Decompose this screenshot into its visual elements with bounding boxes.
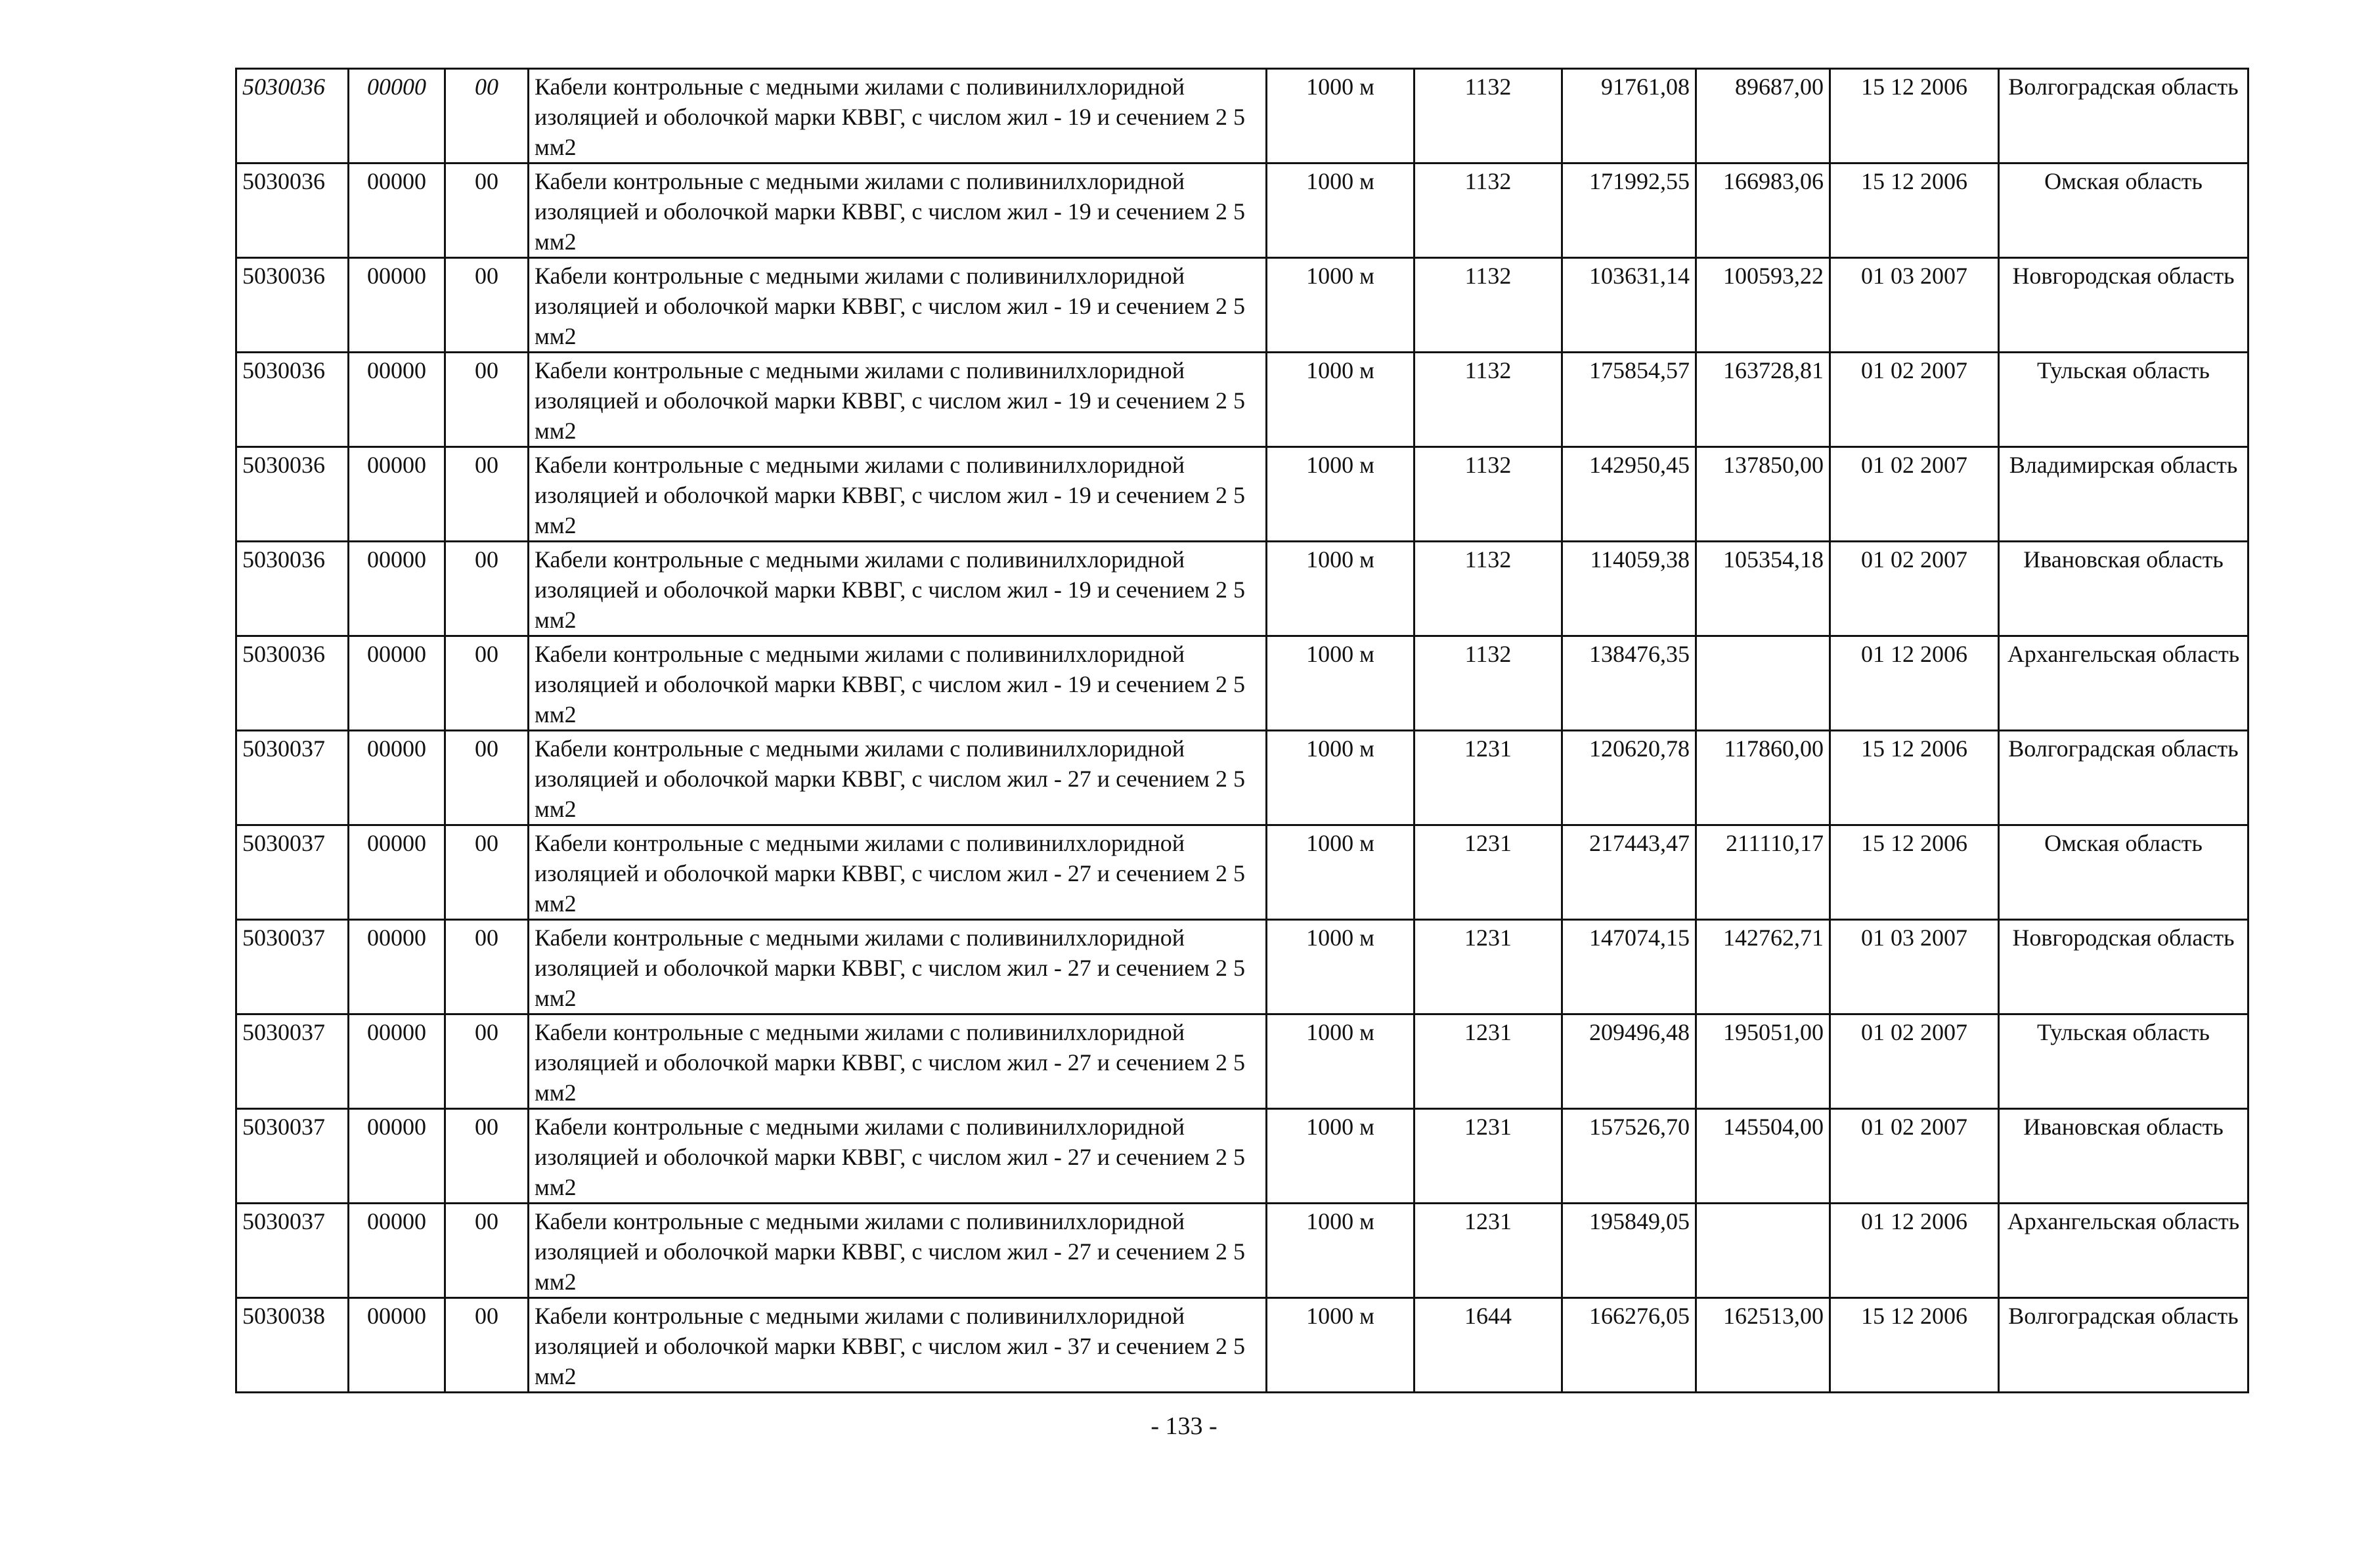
date-cell: 01 12 2006 [1830,1204,1999,1298]
region-cell: Волгоградская область [1999,1298,2248,1393]
price-alt-cell: 89687,00 [1696,69,1830,163]
product-code-cell: 5030036 [236,353,349,447]
region-cell: Архангельская область [1999,636,2248,731]
unit-code-cell: 1644 [1414,1298,1562,1393]
unit-code-cell: 1132 [1414,353,1562,447]
price-alt-cell: 145504,00 [1696,1109,1830,1204]
table-row [236,163,2248,258]
subcode-cell: 00000 [349,258,445,353]
table-row [236,1204,2248,1298]
description-cell: Кабели контрольные с медными жилами с поливинилхлоридной изоляцией и оболочкой марки КВВГ, с числом жил - 19 и сечением 2 5 мм2 [529,69,1267,163]
price-cell: 147074,15 [1562,920,1696,1014]
subcode-cell: 00000 [349,1204,445,1298]
region-cell: Владимирская область [1999,447,2248,542]
subcode-cell: 00000 [349,920,445,1014]
unit-cell: 1000 м [1267,69,1414,163]
unit-cell: 1000 м [1267,1298,1414,1393]
date-cell: 01 02 2007 [1830,1014,1999,1109]
date-cell: 01 02 2007 [1830,353,1999,447]
product-code-cell: 5030036 [236,258,349,353]
region-cell: Тульская область [1999,353,2248,447]
product-code-cell: 5030036 [236,447,349,542]
index-cell: 00 [445,447,529,542]
unit-cell: 1000 м [1267,920,1414,1014]
subcode-cell: 00000 [349,731,445,825]
unit-code-cell: 1132 [1414,636,1562,731]
unit-cell: 1000 м [1267,258,1414,353]
price-cell: 103631,14 [1562,258,1696,353]
index-cell: 00 [445,542,529,636]
price-cell: 114059,38 [1562,542,1696,636]
date-cell: 01 03 2007 [1830,258,1999,353]
date-cell: 15 12 2006 [1830,69,1999,163]
index-cell: 00 [445,1014,529,1109]
unit-cell: 1000 м [1267,731,1414,825]
unit-cell: 1000 м [1267,353,1414,447]
price-alt-cell: 166983,06 [1696,163,1830,258]
date-cell: 01 12 2006 [1830,636,1999,731]
region-cell: Новгородская область [1999,258,2248,353]
region-cell: Архангельская область [1999,1204,2248,1298]
price-alt-cell: 195051,00 [1696,1014,1830,1109]
subcode-cell: 00000 [349,1109,445,1204]
price-alt-cell: 162513,00 [1696,1298,1830,1393]
subcode-cell: 00000 [349,1298,445,1393]
region-cell: Волгоградская область [1999,731,2248,825]
product-code-cell: 5030036 [236,636,349,731]
price-cell: 175854,57 [1562,353,1696,447]
index-cell: 00 [445,1109,529,1204]
price-cell: 217443,47 [1562,825,1696,920]
subcode-cell: 00000 [349,163,445,258]
unit-cell: 1000 м [1267,163,1414,258]
price-alt-cell: 142762,71 [1696,920,1830,1014]
description-cell: Кабели контрольные с медными жилами с поливинилхлоридной изоляцией и оболочкой марки КВВГ, с числом жил - 19 и сечением 2 5 мм2 [529,447,1267,542]
unit-code-cell: 1132 [1414,258,1562,353]
product-code-cell: 5030037 [236,1204,349,1298]
unit-code-cell: 1231 [1414,920,1562,1014]
price-cell: 171992,55 [1562,163,1696,258]
region-cell: Ивановская область [1999,1109,2248,1204]
price-alt-cell [1696,636,1830,731]
subcode-cell: 00000 [349,447,445,542]
table-row [236,353,2248,447]
price-cell: 91761,08 [1562,69,1696,163]
product-code-cell: 5030036 [236,163,349,258]
region-cell: Новгородская область [1999,920,2248,1014]
unit-code-cell: 1231 [1414,731,1562,825]
product-code-cell: 5030037 [236,1109,349,1204]
region-cell: Тульская область [1999,1014,2248,1109]
unit-cell: 1000 м [1267,636,1414,731]
price-cell: 142950,45 [1562,447,1696,542]
table-row [236,1298,2248,1393]
product-code-cell: 5030037 [236,1014,349,1109]
product-code-cell: 5030038 [236,1298,349,1393]
unit-code-cell: 1231 [1414,1204,1562,1298]
index-cell: 00 [445,163,529,258]
index-cell: 00 [445,69,529,163]
price-alt-cell: 211110,17 [1696,825,1830,920]
description-cell: Кабели контрольные с медными жилами с поливинилхлоридной изоляцией и оболочкой марки КВВГ, с числом жил - 27 и сечением 2 5 мм2 [529,1109,1267,1204]
table-row [236,258,2248,353]
product-code-cell: 5030036 [236,69,349,163]
table-row [236,447,2248,542]
subcode-cell: 00000 [349,542,445,636]
unit-code-cell: 1132 [1414,542,1562,636]
description-cell: Кабели контрольные с медными жилами с поливинилхлоридной изоляцией и оболочкой марки КВВГ, с числом жил - 27 и сечением 2 5 мм2 [529,1014,1267,1109]
price-alt-cell: 163728,81 [1696,353,1830,447]
unit-code-cell: 1231 [1414,1014,1562,1109]
unit-cell: 1000 м [1267,542,1414,636]
description-cell: Кабели контрольные с медными жилами с поливинилхлоридной изоляцией и оболочкой марки КВВГ, с числом жил - 27 и сечением 2 5 мм2 [529,1204,1267,1298]
unit-cell: 1000 м [1267,447,1414,542]
unit-code-cell: 1231 [1414,1109,1562,1204]
price-cell: 157526,70 [1562,1109,1696,1204]
table-row [236,69,2248,163]
subcode-cell: 00000 [349,353,445,447]
description-cell: Кабели контрольные с медными жилами с поливинилхлоридной изоляцией и оболочкой марки КВВГ, с числом жил - 19 и сечением 2 5 мм2 [529,163,1267,258]
table-row [236,920,2248,1014]
price-table [235,68,2249,1393]
price-alt-cell: 100593,22 [1696,258,1830,353]
table-row [236,636,2248,731]
region-cell: Волгоградская область [1999,69,2248,163]
index-cell: 00 [445,1298,529,1393]
unit-cell: 1000 м [1267,825,1414,920]
product-code-cell: 5030037 [236,825,349,920]
date-cell: 15 12 2006 [1830,1298,1999,1393]
unit-code-cell: 1132 [1414,447,1562,542]
price-cell: 166276,05 [1562,1298,1696,1393]
subcode-cell: 00000 [349,636,445,731]
product-code-cell: 5030037 [236,731,349,825]
price-cell: 195849,05 [1562,1204,1696,1298]
unit-cell: 1000 м [1267,1109,1414,1204]
product-code-cell: 5030036 [236,542,349,636]
product-code-cell: 5030037 [236,920,349,1014]
price-cell: 138476,35 [1562,636,1696,731]
region-cell: Омская область [1999,825,2248,920]
index-cell: 00 [445,731,529,825]
description-cell: Кабели контрольные с медными жилами с поливинилхлоридной изоляцией и оболочкой марки КВВГ, с числом жил - 19 и сечением 2 5 мм2 [529,258,1267,353]
index-cell: 00 [445,1204,529,1298]
price-alt-cell: 137850,00 [1696,447,1830,542]
description-cell: Кабели контрольные с медными жилами с поливинилхлоридной изоляцией и оболочкой марки КВВГ, с числом жил - 19 и сечением 2 5 мм2 [529,353,1267,447]
subcode-cell: 00000 [349,1014,445,1109]
price-cell: 120620,78 [1562,731,1696,825]
unit-cell: 1000 м [1267,1204,1414,1298]
subcode-cell: 00000 [349,69,445,163]
unit-code-cell: 1231 [1414,825,1562,920]
price-alt-cell: 117860,00 [1696,731,1830,825]
date-cell: 01 03 2007 [1830,920,1999,1014]
price-alt-cell: 105354,18 [1696,542,1830,636]
table-row [236,731,2248,825]
description-cell: Кабели контрольные с медными жилами с поливинилхлоридной изоляцией и оболочкой марки КВВГ, с числом жил - 37 и сечением 2 5 мм2 [529,1298,1267,1393]
index-cell: 00 [445,353,529,447]
index-cell: 00 [445,636,529,731]
index-cell: 00 [445,825,529,920]
date-cell: 15 12 2006 [1830,731,1999,825]
subcode-cell: 00000 [349,825,445,920]
price-cell: 209496,48 [1562,1014,1696,1109]
region-cell: Ивановская область [1999,542,2248,636]
description-cell: Кабели контрольные с медными жилами с поливинилхлоридной изоляцией и оболочкой марки КВВГ, с числом жил - 19 и сечением 2 5 мм2 [529,542,1267,636]
table-row [236,542,2248,636]
date-cell: 01 02 2007 [1830,447,1999,542]
date-cell: 01 02 2007 [1830,542,1999,636]
description-cell: Кабели контрольные с медными жилами с поливинилхлоридной изоляцией и оболочкой марки КВВГ, с числом жил - 27 и сечением 2 5 мм2 [529,731,1267,825]
index-cell: 00 [445,258,529,353]
description-cell: Кабели контрольные с медными жилами с поливинилхлоридной изоляцией и оболочкой марки КВВГ, с числом жил - 19 и сечением 2 5 мм2 [529,636,1267,731]
price-alt-cell [1696,1204,1830,1298]
unit-code-cell: 1132 [1414,163,1562,258]
description-cell: Кабели контрольные с медными жилами с поливинилхлоридной изоляцией и оболочкой марки КВВГ, с числом жил - 27 и сечением 2 5 мм2 [529,825,1267,920]
table-body [236,69,2248,1393]
table-row [236,1014,2248,1109]
date-cell: 15 12 2006 [1830,825,1999,920]
page-number: - 133 - [1151,1412,1217,1440]
unit-cell: 1000 м [1267,1014,1414,1109]
index-cell: 00 [445,920,529,1014]
description-cell: Кабели контрольные с медными жилами с поливинилхлоридной изоляцией и оболочкой марки КВВГ, с числом жил - 27 и сечением 2 5 мм2 [529,920,1267,1014]
date-cell: 01 02 2007 [1830,1109,1999,1204]
date-cell: 15 12 2006 [1830,163,1999,258]
unit-code-cell: 1132 [1414,69,1562,163]
region-cell: Омская область [1999,163,2248,258]
table-row [236,1109,2248,1204]
table-row [236,825,2248,920]
